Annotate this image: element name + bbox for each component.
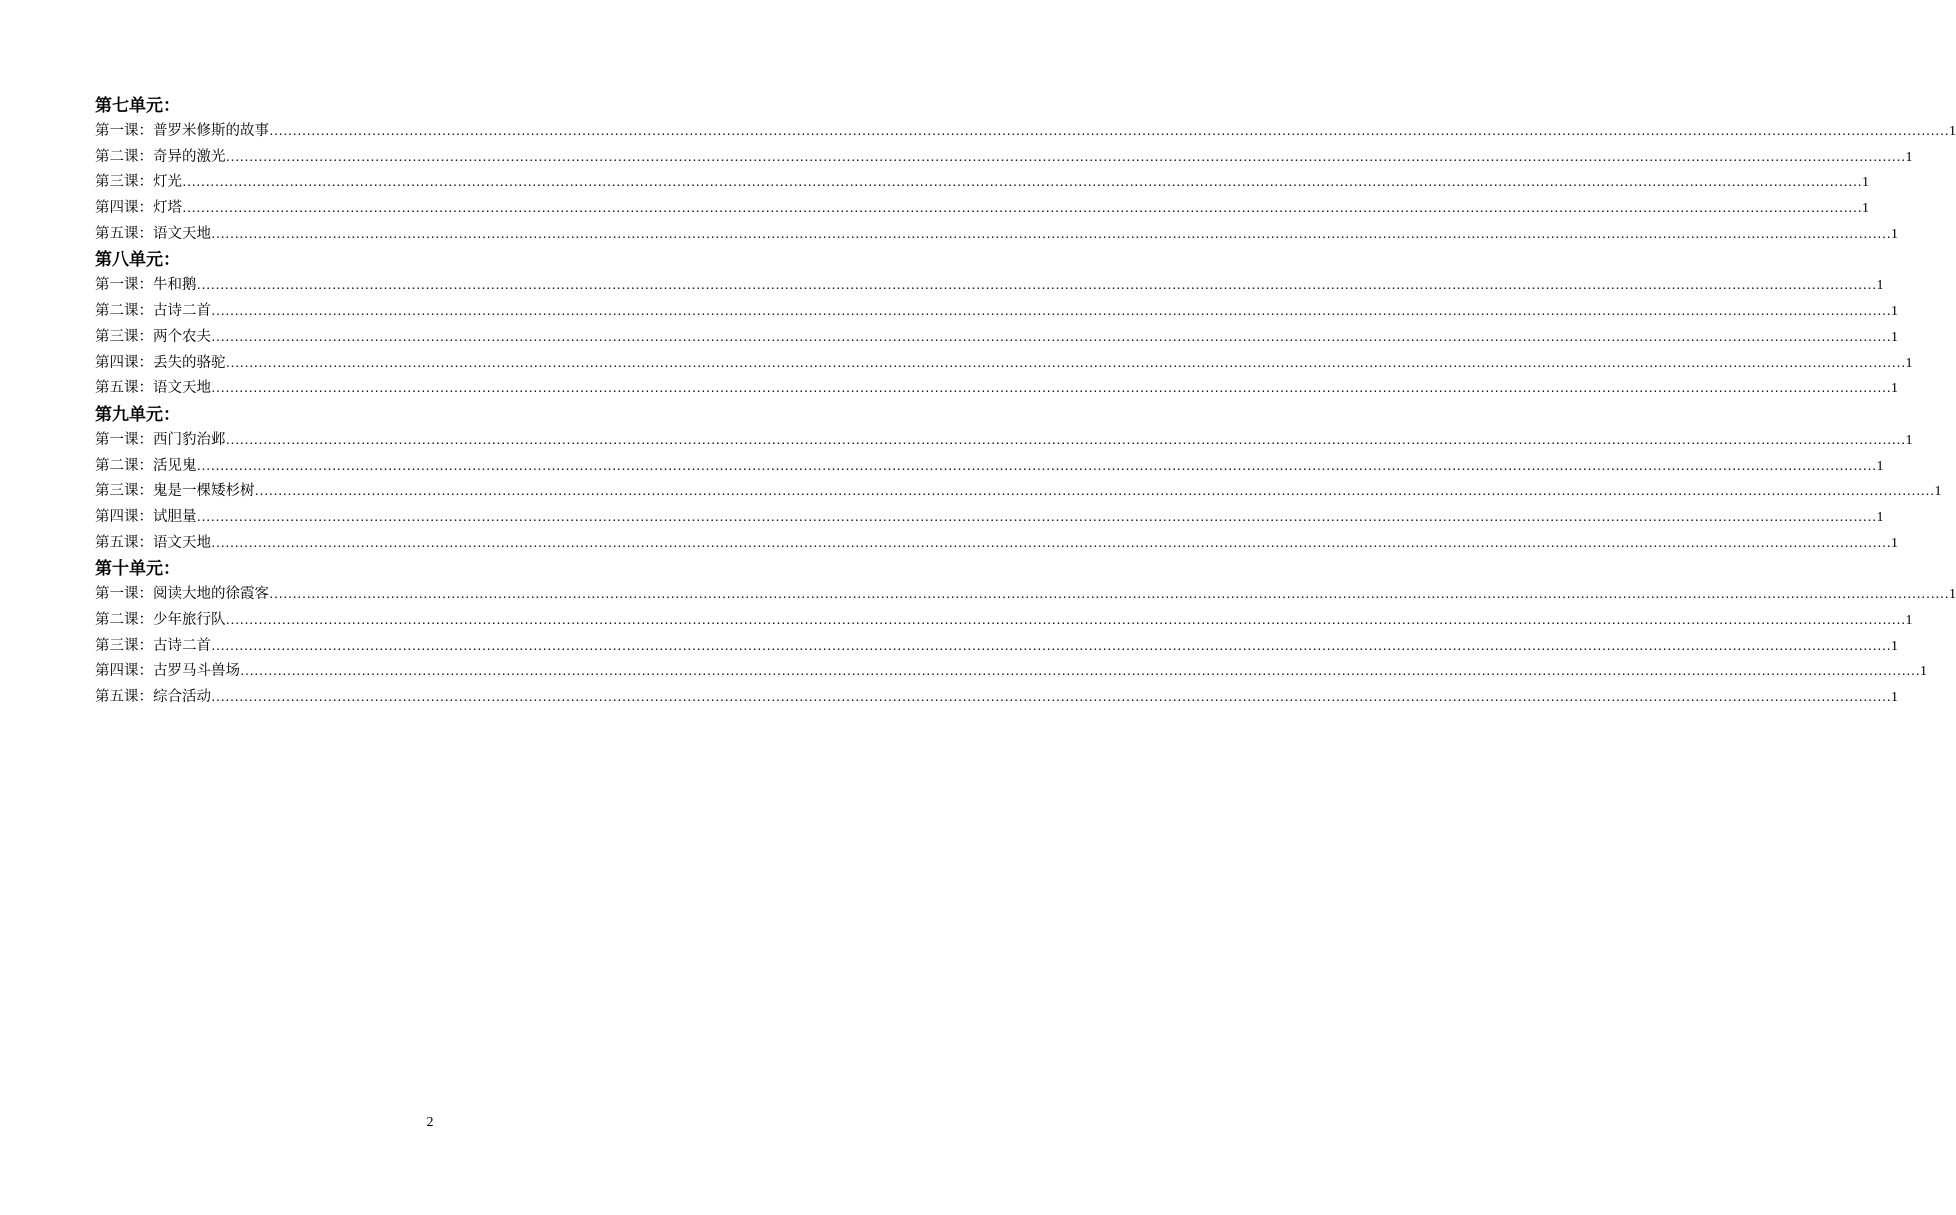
lesson-title: 第二课：奇异的激光 xyxy=(95,148,226,165)
page-number: 1 xyxy=(1934,484,1942,500)
toc-entry[interactable] xyxy=(95,428,1913,454)
lesson-title: 第三课：两个农夫 xyxy=(95,328,211,345)
dot-leader: ……………………………………………………………………………………………………………………………………………………………………………………………………………………………………………………………………………………………………………………………… xyxy=(269,124,1949,139)
page-number: 1 xyxy=(1905,149,1913,165)
toc-entry[interactable] xyxy=(95,351,1913,377)
toc-entry[interactable] xyxy=(95,376,1898,402)
lesson-title: 第二课：活见鬼 xyxy=(95,457,197,474)
page-number: 1 xyxy=(1891,535,1898,551)
dot-leader: ……………………………………………………………………………………………………………………………………………………………………………………………………………………………………………………………………………………………………………………………… xyxy=(225,355,1906,371)
page-number: 1 xyxy=(1862,175,1869,191)
toc-entry[interactable] xyxy=(95,119,1956,145)
lesson-title: 第四课：古罗马斗兽场 xyxy=(95,663,240,680)
page-number: 1 xyxy=(1905,613,1913,628)
lesson-title: 第一课：牛和鹅 xyxy=(95,277,197,294)
dot-leader: ……………………………………………………………………………………………………………………………………………………………………………………………………………………………………………………………………………………………………………………………… xyxy=(196,509,1877,525)
page-number: 1 xyxy=(1949,124,1956,139)
toc-entry[interactable] xyxy=(95,454,1884,480)
dot-leader: ……………………………………………………………………………………………………………………………………………………………………………………………………………………………………………………………………………………………………………………………… xyxy=(211,690,1891,706)
toc-entry[interactable] xyxy=(95,634,1898,660)
lesson-title: 第五课：语文天地 xyxy=(95,225,211,242)
lesson-title: 第四课：灯塔 xyxy=(95,200,182,217)
dot-leader: ……………………………………………………………………………………………………………………………………………………………………………………………………………………………………………………………………………………………………………………………… xyxy=(182,175,1862,191)
unit-heading: 第九单元： xyxy=(95,404,180,425)
page-number: 1 xyxy=(1891,638,1898,654)
page-footer-number: 2 xyxy=(426,1115,434,1130)
dot-leader: ……………………………………………………………………………………………………………………………………………………………………………………………………………………………………………………………………………………………………………………………… xyxy=(225,432,1906,448)
toc-entry[interactable] xyxy=(95,659,1927,685)
toc-entry[interactable] xyxy=(95,505,1884,531)
dot-leader: ……………………………………………………………………………………………………………………………………………………………………………………………………………………………………………………………………………………………………………………………… xyxy=(211,304,1891,320)
lesson-title: 第四课：丢失的骆驼 xyxy=(95,354,226,371)
dot-leader: ……………………………………………………………………………………………………………………………………………………………………………………………………………………………………………………………………………………………………………………………… xyxy=(196,458,1877,474)
dot-leader: ……………………………………………………………………………………………………………………………………………………………………………………………………………………………………………………………………………………………………………………………… xyxy=(269,587,1949,603)
lesson-title: 第一课：西门豹治邺 xyxy=(95,431,226,448)
page-number: 1 xyxy=(1949,587,1956,603)
toc-entry[interactable] xyxy=(95,479,1942,505)
dot-leader: ……………………………………………………………………………………………………………………………………………………………………………………………………………………………………………………………………………………………………………………………… xyxy=(240,664,1920,680)
dot-leader: ……………………………………………………………………………………………………………………………………………………………………………………………………………………………………………………………………………………………………………………………… xyxy=(211,226,1891,242)
page-number: 1 xyxy=(1905,432,1913,448)
dot-leader: ……………………………………………………………………………………………………………………………………………………………………………………………………………………………………………………………………………………………………………………………… xyxy=(211,381,1891,397)
toc-entry[interactable] xyxy=(95,222,1898,248)
lesson-title: 第五课：综合活动 xyxy=(95,689,211,706)
lesson-title: 第三课：鬼是一棵矮杉树 xyxy=(95,483,255,500)
dot-leader: ……………………………………………………………………………………………………………………………………………………………………………………………………………………………………………………………………………………………………………………………… xyxy=(211,535,1891,551)
page-number: 1 xyxy=(1876,509,1884,525)
page-number: 1 xyxy=(1862,201,1869,217)
lesson-title: 第二课：古诗二首 xyxy=(95,303,211,320)
lesson-title: 第一课：阅读大地的徐霞客 xyxy=(95,586,269,603)
page-number: 1 xyxy=(1891,381,1898,397)
lesson-title: 第二课：少年旅行队 xyxy=(95,612,226,628)
toc-entry[interactable] xyxy=(95,145,1913,171)
dot-leader: ……………………………………………………………………………………………………………………………………………………………………………………………………………………………………………………………………………………………………………………………… xyxy=(211,329,1891,345)
page-number: 1 xyxy=(1920,664,1927,680)
lesson-title: 第五课：语文天地 xyxy=(95,534,211,551)
lesson-title: 第一课：普罗米修斯的故事 xyxy=(95,123,269,139)
toc-entry[interactable] xyxy=(95,196,1869,222)
toc-entry[interactable] xyxy=(95,273,1884,299)
table-of-contents xyxy=(95,93,1956,711)
toc-entry[interactable] xyxy=(95,582,1956,608)
lesson-title: 第三课：古诗二首 xyxy=(95,637,211,654)
page-number: 1 xyxy=(1891,226,1898,242)
page-number: 1 xyxy=(1891,690,1898,706)
unit-heading: 第八单元： xyxy=(95,250,180,271)
unit-heading: 第十单元： xyxy=(95,559,180,580)
page-number: 1 xyxy=(1891,329,1898,345)
lesson-title: 第四课：试胆量 xyxy=(95,508,197,525)
dot-leader: ……………………………………………………………………………………………………………………………………………………………………………………………………………………………………………………………………………………………………………………………… xyxy=(225,149,1906,165)
page-number: 1 xyxy=(1876,278,1884,294)
dot-leader: ……………………………………………………………………………………………………………………………………………………………………………………………………………………………………………………………………………………………………………………………… xyxy=(182,201,1862,217)
toc-entry[interactable] xyxy=(95,170,1869,196)
toc-entry[interactable] xyxy=(95,531,1898,557)
page-number: 1 xyxy=(1876,458,1884,474)
dot-leader: ……………………………………………………………………………………………………………………………………………………………………………………………………………………………………………………………………………………………………………………………… xyxy=(196,278,1877,294)
dot-leader: ……………………………………………………………………………………………………………………………………………………………………………………………………………………………………………………………………………………………………………………………… xyxy=(254,484,1935,500)
toc-entry[interactable] xyxy=(95,325,1898,351)
page-number: 1 xyxy=(1905,355,1913,371)
toc-entry[interactable] xyxy=(95,608,1913,634)
dot-leader: ……………………………………………………………………………………………………………………………………………………………………………………………………………………………………………………………………………………………………………………………… xyxy=(225,613,1906,628)
page-number: 1 xyxy=(1891,304,1898,320)
dot-leader: ……………………………………………………………………………………………………………………………………………………………………………………………………………………………………………………………………………………………………………………………… xyxy=(211,638,1891,654)
unit-heading: 第七单元： xyxy=(95,96,180,116)
toc-entry[interactable] xyxy=(95,299,1898,325)
lesson-title: 第五课：语文天地 xyxy=(95,380,211,397)
lesson-title: 第三课：灯光 xyxy=(95,174,182,191)
toc-entry[interactable] xyxy=(95,685,1898,711)
